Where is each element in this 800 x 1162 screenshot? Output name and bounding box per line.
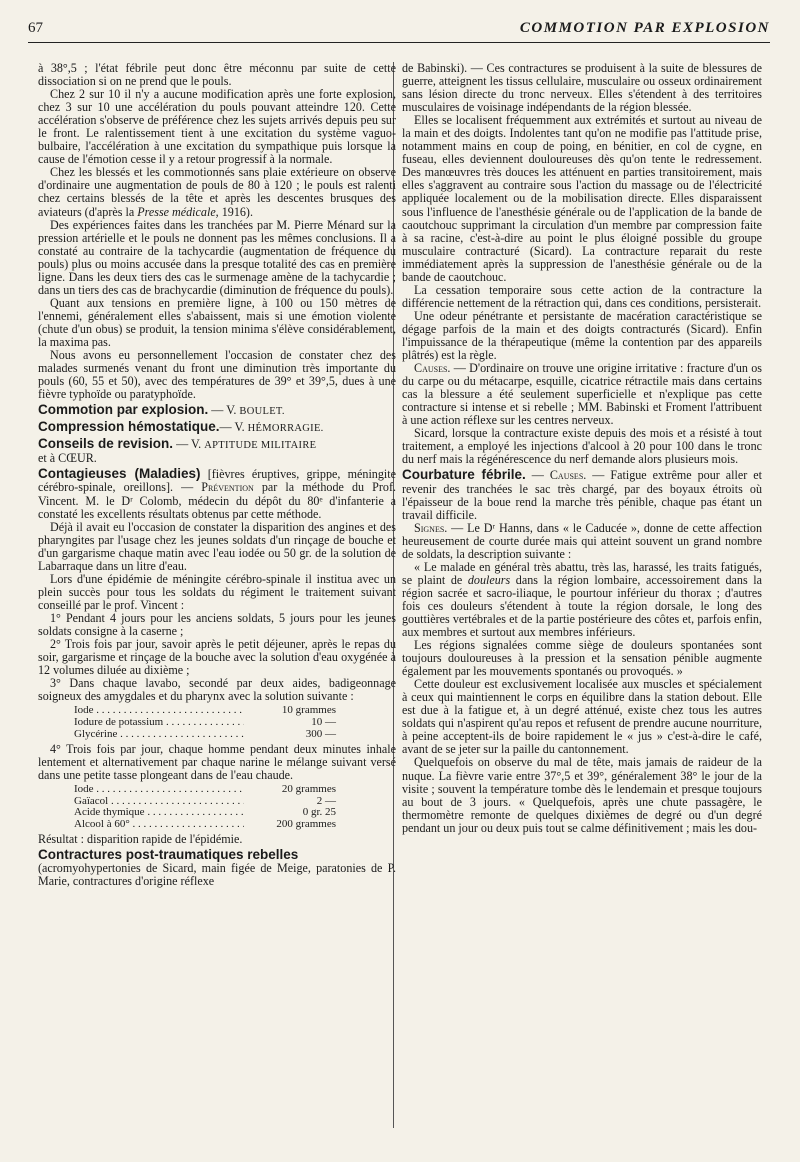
paragraph: 1° Pendant 4 jours pour les anciens soldats, 5 jours pour les jeunes soldats consigne à la caserne ; <box>38 610 396 638</box>
paragraph: Les régions signalées comme siège de douleurs spontanées sont toujours douloureuses à la pression et la sensation pénible augmente également par les mouvements spontanés ou provoqués. » <box>402 638 762 679</box>
entry-contagieuses: Contagieuses (Maladies) [fièvres éruptives, grippe, méningite cérébro-spinale, oreillons]. — Prévention par la méthode du Prof. Vincent. M. le Dʳ Colomb, médecin du dépôt du 80ᵉ d'infanterie a constaté les excellents résultats obtenus par cette méthode. <box>38 466 396 521</box>
entry-conseils: Conseils de revision. — V. APTITUDE MILITAIRE et à CŒUR. <box>38 436 317 466</box>
prescription-row: Iodure de potassium . . . 10 — <box>74 717 336 729</box>
entry-commotion: Commotion par explosion. — V. BOULET. <box>38 402 285 418</box>
entry-heading: Contractures post-traumatiques rebelles <box>38 847 299 863</box>
entry-heading: Conseils de revision. <box>38 436 174 452</box>
paragraph: 4° Trois fois par jour, chaque homme pendant deux minutes inhale lentement et alternativement par chaque narine le mélange suivant versé dans une petite tasse plongeant dans de l'eau chaude. <box>38 741 396 782</box>
prescription-row: Gaïacol . . . 2 — <box>74 796 336 808</box>
page-number: 67 <box>28 20 43 36</box>
paragraph: Chez les blessés et les commotionnés sans plaie extérieure on observe d'ordinaire une augmentation de pouls de 80 à 120 ; le pouls est ralenti chez certains blessés de la tête et après les descentes brusques des aviateurs (d'après la Presse médicale, 1916). <box>38 165 396 219</box>
prescription-1 <box>74 705 396 740</box>
prescription-row: Acide thymique . . . 0 gr. 25 <box>74 807 336 819</box>
right-column <box>402 62 762 835</box>
entry-heading: Compression hémostatique. <box>38 419 220 435</box>
paragraph: Nous avons eu personnellement l'occasion de constater chez des malades surmenés venant du front une diminution très importante du pouls (60, 55 et 50), avec des températures de 39° et 39°,5, dues à une fièvre typhoïde ou paratyphoïde. <box>38 348 396 402</box>
entry-heading: Courbature fébrile. <box>402 467 526 483</box>
cross-reference: HÉMORRAGIE. <box>247 423 324 435</box>
page-header <box>28 18 770 43</box>
entry-compression: Compression hémostatique.— V. HÉMORRAGIE. <box>38 419 324 435</box>
paragraph: Déjà il avait eu l'occasion de constater la disparition des angines et des pharyngites par l'usage chez les jeunes soldats d'un rinçage de bouche et d'un gargarisme chaque matin avec l'eau iodée ou 50 gr. de la solution de Labarraque dans un litre d'eau. <box>38 519 396 573</box>
entry-courbature: Courbature fébrile. — Causes. — Fatigue extrême pour aller et revenir des tranchées le sac très chargé, par des boyaux étroits où l'épaisseur de la boue rend la marche très pénible, chaque pas étant un travail difficile. <box>402 467 762 522</box>
paragraph: à 38°,5 ; l'état fébrile peut donc être méconnu par suite de cette dissociation si on ne prend que le pouls. <box>38 61 396 89</box>
cross-reference: APTITUDE MILITAIRE <box>204 440 317 452</box>
left-column <box>38 62 396 888</box>
entry-contractures: Contractures post-traumatiques rebelles (acromyohypertonies de Sicard, main figée de Meige, paratonies de P. Marie, contractures d'origine réflexe <box>38 847 396 889</box>
entry-heading: Commotion par explosion. <box>38 402 209 418</box>
paragraph: Cette douleur est exclusivement localisée aux muscles et spécialement à ceux qui maintiennent le corps en équilibre dans la station debout. Elle est due à la fatigue et, à un degré atténué, existe chez tous les autres soldats qui n'aspirent qu'au repos et refusent de prendre aucune nourriture, à peine acceptent-ils de boire rapidement le « jus » c'est-à-dire le café, avant de se jeter sur la paille du cantonnement. <box>402 677 762 757</box>
cross-reference: BOULET. <box>239 406 285 418</box>
paragraph: Sicard, lorsque la contracture existe depuis des mois et a résisté à tout traitement, a employé les injections d'alcool à 20 pour 100 dans le tronc du nerf mais la régénérescence du nerf demande alors plusieurs mois. <box>402 426 762 467</box>
prescription-row: Glycérine . . . 300 — <box>74 729 336 741</box>
prescription-2 <box>74 784 396 831</box>
paragraph: Causes. — D'ordinaire on trouve une origine irritative : fracture d'un os du carpe ou du métacarpe, esquille, cicatrice rétractile mais dans certains cas la blessure a été seulement superficielle et n'explique pas cette contracture si intense et si rebelle ; MM. Babinski et Froment l'attribuent à une action réflexe sur les centres nerveux. <box>402 361 762 428</box>
paragraph: 3° Dans chaque lavabo, secondé par deux aides, badigeonnage soigneux des amygdales et du pharynx avec la solution suivante : <box>38 676 396 704</box>
prescription-row: Iode . . . 10 grammes <box>74 705 336 717</box>
paragraph: Quant aux tensions en première ligne, à 100 ou 150 mètres de l'ennemi, généralement elles s'abaissent, mais si une émotion violente (chute d'un obus) se produit, la tension minima s'élève considérablement, la maxima pas. <box>38 295 396 349</box>
paragraph: Signes. — Le Dʳ Hanns, dans « le Caducée », donne de cette affection heureusement de courte durée mais qui atteint souvent un grand nombre de soldats, la description suivante : <box>402 520 762 561</box>
paragraph: Une odeur pénétrante et persistante de macération caractéristique se dégage parfois de la main et des doigts contracturés (Sicard). Enfin l'impuissance de la thérapeutique (même la contention par des appareils plâtrés) est la règle. <box>402 308 762 363</box>
prescription-row: Iode . . . 20 grammes <box>74 784 336 796</box>
paragraph: 2° Trois fois par jour, savoir après le petit déjeuner, après le repas du soir, gargarisme et rinçage de la bouche avec la solution d'eau oxygénée à 12 volumes diluée au dixième ; <box>38 637 396 678</box>
entry-heading: Contagieuses (Maladies) <box>38 466 201 482</box>
paragraph: « Le malade en général très abattu, très las, harassé, les traits fatigués, se plaint de douleurs dans la région lombaire, accessoirement dans la région sacrée et sacro-iliaque, le pourtour inférieur du thorax ; d'autres fois ces douleurs s'étendent à toute la région dorsale, le long des gouttières vertébrales et de la partie postérieure des côtes et, parfois enfin, aux membres et surtout aux membres inférieurs. <box>402 559 762 640</box>
paragraph: Résultat : disparition rapide de l'épidémie. <box>38 831 243 846</box>
paragraph: Chez 2 sur 10 il n'y a aucune modification après une forte explosion, chez 3 sur 10 une accélération du pouls pouvant atteindre 120. Cette accélération s'observe de préférence chez les sujets arrivés depuis peu sur le front. Le ralentissement tient à une excitation du système vaguo-bulbaire, l'accélération à une excitation du sympathique puis lorsque la cause de l'émotion cesse il y a retour progressif à la normale. <box>38 87 396 167</box>
paragraph: Quelquefois on observe du mal de tête, mais jamais de raideur de la nuque. La fièvre varie entre 37°,5 et 39°, généralement 38° le jour de la visite ; souvent la température tombe dès le lendemain et presque toujours au bout de 3 jours. « Quelquefois, après une chute passagère, le thermomètre remonte de quelques dixièmes de degré ou d'un degré pendant un jour ou deux puis tout se calme définitivement ; mais les dou- <box>402 755 762 835</box>
paragraph: de Babinski). — Ces contractures se produisent à la suite de blessures de guerre, atteignent les tissus cellulaire, musculaire ou osseux ordinairement sans lésion directe du tronc nerveux. Elles s'étendent à des territoires musculaires de voisinage indépendants de la région blessée. <box>402 61 763 115</box>
prescription-row: Alcool à 60° . . . 200 grammes <box>74 819 336 831</box>
paragraph: Des expériences faites dans les tranchées par M. Pierre Ménard sur la pression artérielle et le pouls ne donnent pas les mêmes conclusions. Il a constaté au contraire de la tachycardie (augmentation de fréquence du pouls) plus ou moins accusée dans la presque totalité des cas en première ligne. Dans les deux tiers des cas le surmenage amène de la tachycardie ; dans un tiers des cas de brachycardie (diminution de fréquence du pouls). <box>38 217 396 297</box>
running-title: COMMOTION PAR EXPLOSION <box>519 20 770 36</box>
paragraph: Lors d'une épidémie de méningite cérébro-spinale il institua avec un plein succès pour tous les soldats du régiment le traitement suivant conseillé par le prof. Vincent : <box>38 571 396 612</box>
paragraph: Elles se localisent fréquemment aux extrémités et surtout au niveau de la main et des doigts. Indolentes tant qu'on ne modifie pas l'attitude prise, notamment mains en coup de poing, en bénitier, en col de cygne, en fuseau, elles deviennent douloureuses dès qu'on tente le redressement. Des manœuvres très douces les atténuent en parties transitoirement, mais elles s'aggravent au contraire sous l'action du massage ou de l'électricité appliquée localement ou de la mobilisation directe. Elles disparaissent sous l'influence de l'anesthésie générale ou de l'application de la bande de caoutchouc supprimant la circulation d'un membre par compression faite à sa racine, c'est-à-dire au point le plus éloigné possible du groupe musculaire contracturé (Sicard). La contracture reparait du reste immédiatement après la suppression de l'anesthésie générale ou de la bande de caoutchouc. <box>402 113 762 284</box>
paragraph: La cessation temporaire sous cette action de la contracture la différencie nettement de la rétraction qui, dans ces conditions, persisterait. <box>402 282 762 310</box>
